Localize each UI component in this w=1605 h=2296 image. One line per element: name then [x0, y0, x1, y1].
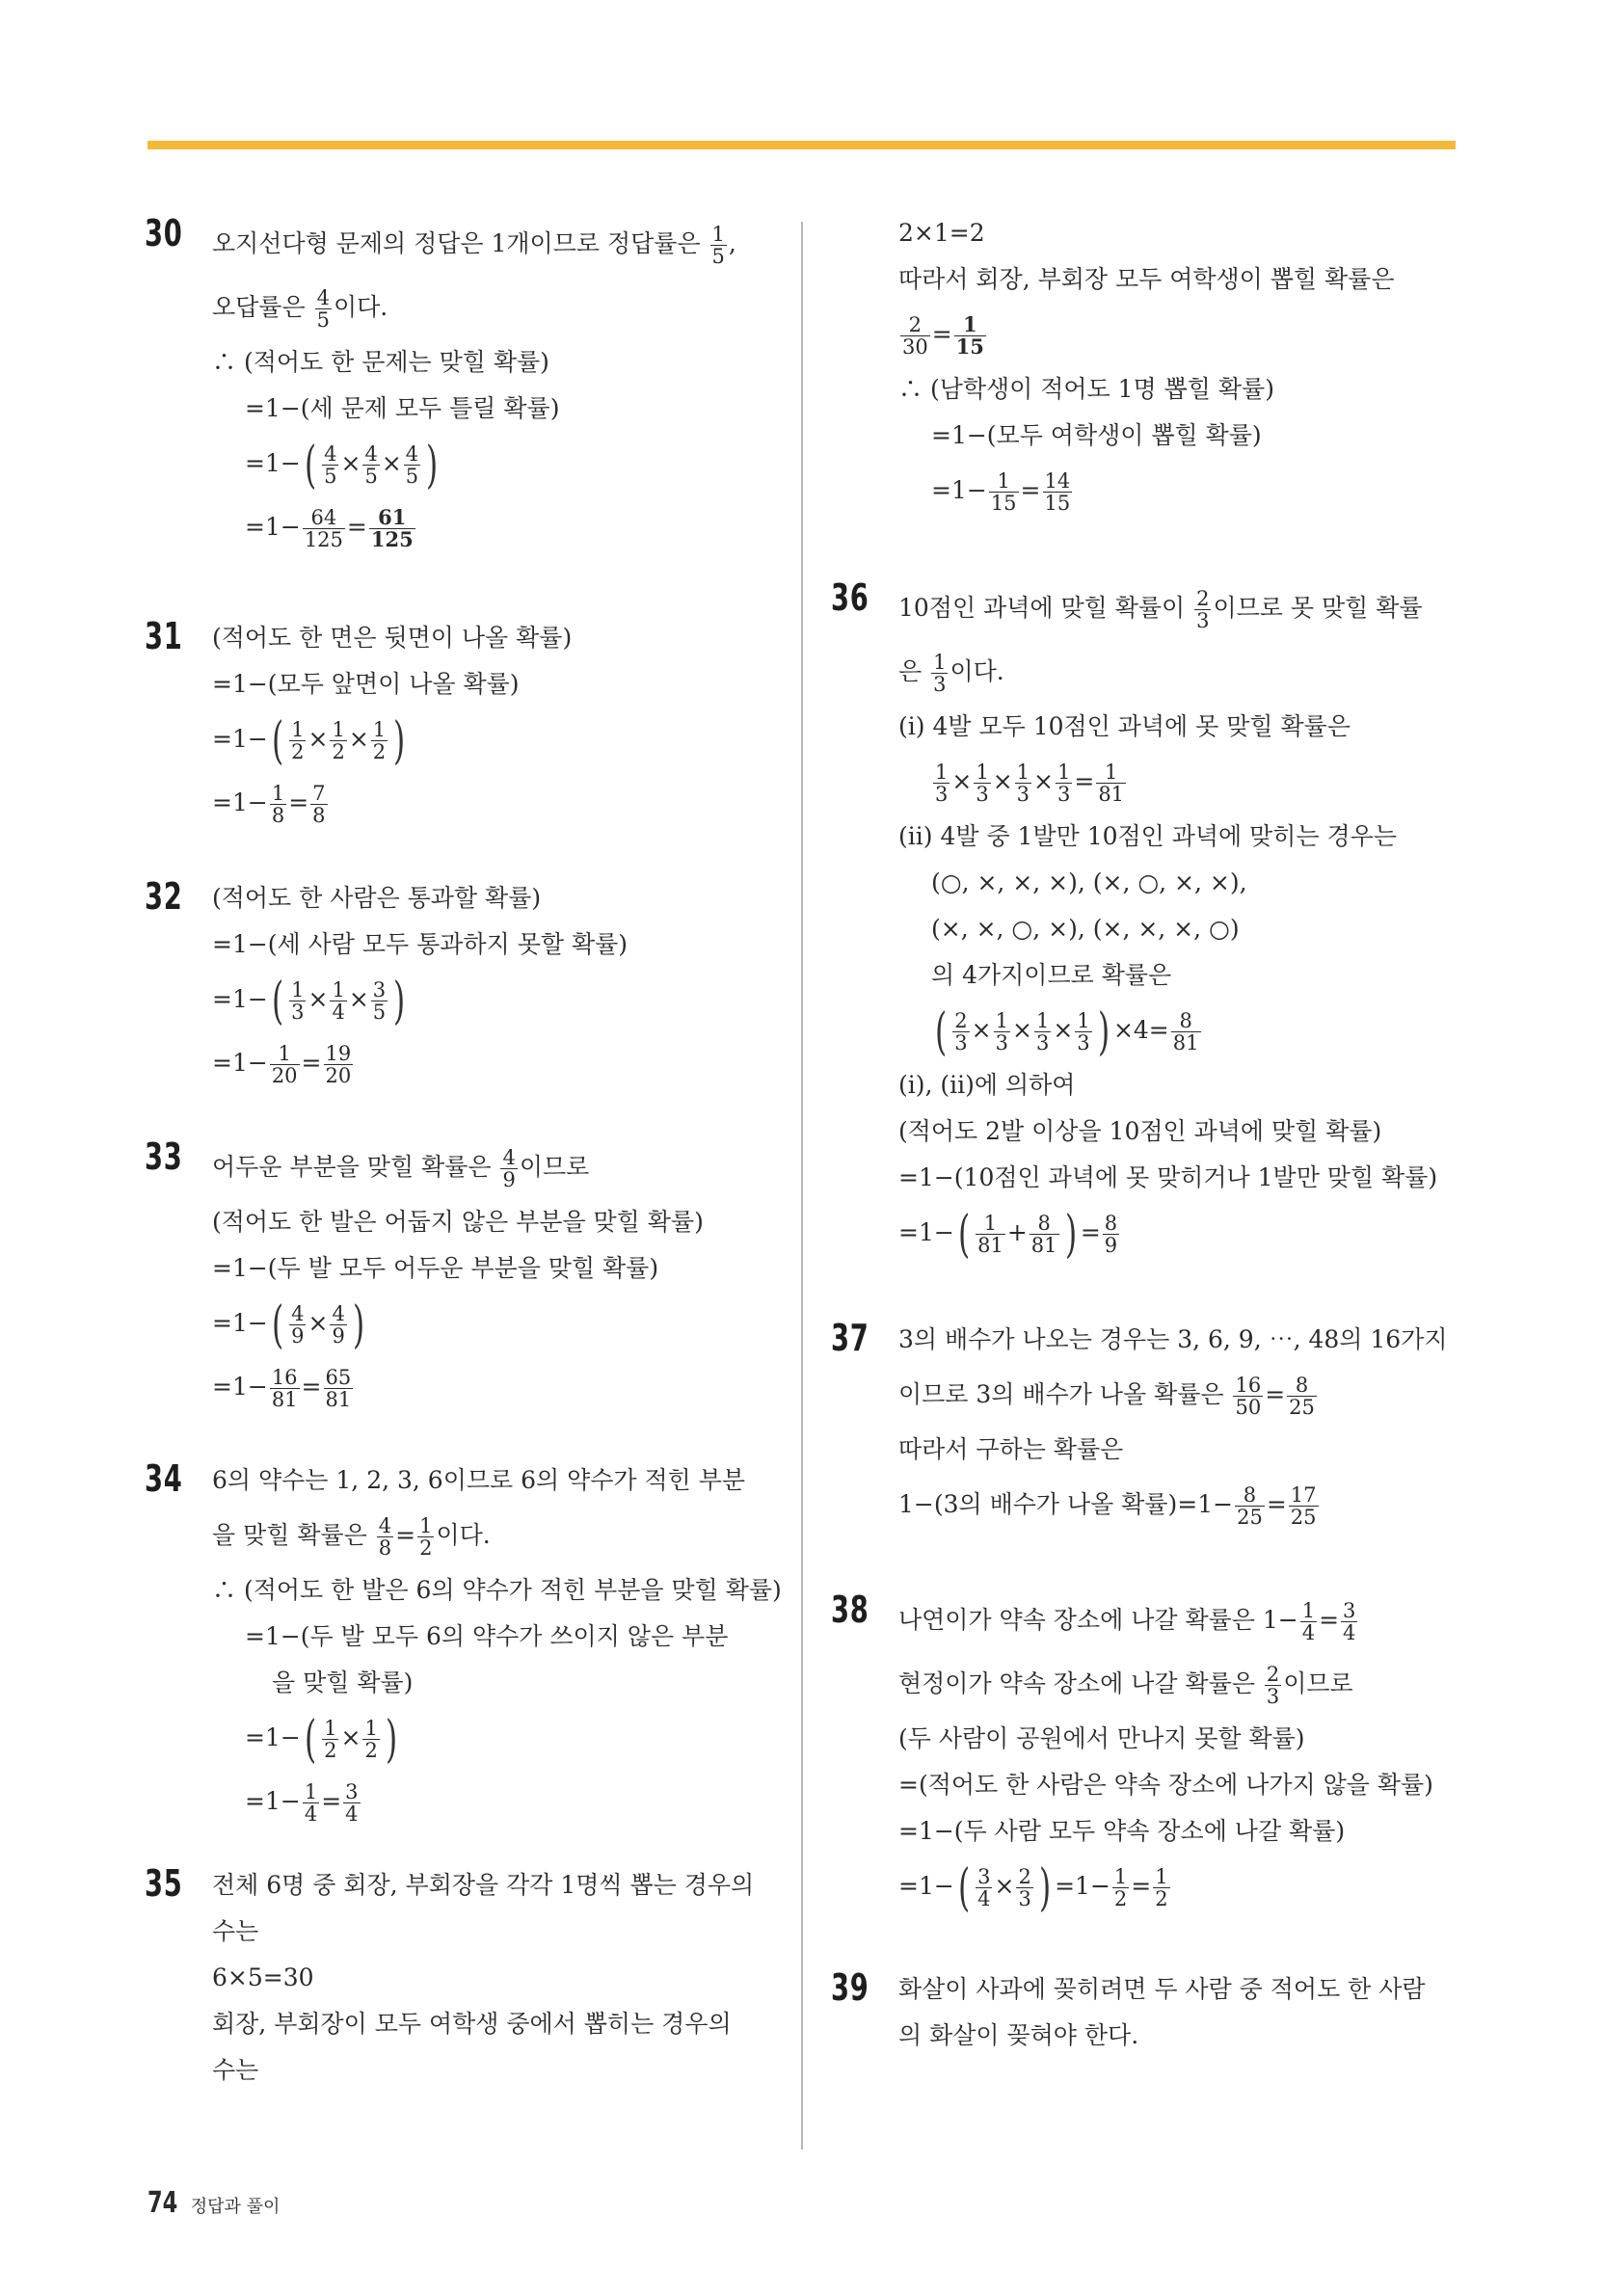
solution-line: 화살이 사과에 꽂히려면 두 사람 중 적어도 한 사람: [898, 1975, 1426, 2003]
solution-line: =1−(두 사람 모두 약속 장소에 나갈 확률): [898, 1817, 1346, 1845]
problem-number: 34: [145, 1457, 183, 1500]
solution-line: ( $\frac{2}{3}$ × $\frac{1}{3}$ × $\frac{1}{3}$ × $\frac{1}{3}$ ) ×4= $\frac{8}{81}$: [935, 1002, 1199, 1061]
header-accent-bar: [147, 141, 1456, 149]
solution-line: =1−(두 발 모두 어두운 부분을 맞힐 확률): [212, 1254, 659, 1282]
solution-line: (○, ×, ×, ×), (×, ○, ×, ×),: [931, 868, 1247, 896]
problem-number: 37: [831, 1317, 869, 1359]
solution-line: 오지선다형 문제의 정답은 1개이므로 정답률은 $\frac{1}{5}$ ,: [212, 222, 736, 268]
problem-35-continued: [831, 210, 1467, 522]
solution-line: =1−( $\frac{4}{5}$ × $\frac{4}{5}$ × $\frac{4}{5}$ ): [245, 436, 439, 494]
problem-38: [831, 1589, 1467, 1918]
problem-32: [145, 875, 771, 1095]
left-column: [145, 212, 782, 2094]
solution-line: =1−(세 문제 모두 틀릴 확률): [245, 394, 560, 422]
solution-line: 오답률은 $\frac{4}{5}$ 이다.: [212, 285, 388, 332]
solution-line: =1−( $\frac{1}{2}$ × $\frac{1}{2}$ × $\frac{1}{2}$ ): [212, 711, 406, 770]
solution-line: =1−( $\frac{3}{4}$ × $\frac{2}{3}$ ) =1− $\frac{1}{2}$ = $\frac{1}{2}$: [898, 1858, 1168, 1917]
solution-line: =1− $\frac{16}{81}$ = $\frac{65}{81}$: [212, 1365, 352, 1411]
solution-line: =1− $\frac{1}{20}$ = $\frac{19}{20}$: [212, 1041, 352, 1087]
problem-36: [831, 576, 1467, 1265]
solution-line: =1−( $\frac{1}{81}$ + $\frac{8}{81}$ ) = $\frac{8}{9}$: [898, 1205, 1118, 1264]
solution-line: 3의 배수가 나오는 경우는 3, 6, 9, ⋯, 48의 16가지: [898, 1325, 1448, 1353]
solution-line: =1−( $\frac{1}{2}$ × $\frac{1}{2}$ ): [245, 1710, 398, 1769]
problem-39: [831, 1966, 1467, 2059]
problem-number: 36: [831, 576, 869, 619]
solution-line: =1− $\frac{1}{8}$ = $\frac{7}{8}$: [212, 781, 326, 827]
solution-line: =1−( $\frac{4}{9}$ × $\frac{4}{9}$ ): [212, 1295, 365, 1354]
page-number: 74: [147, 2186, 178, 2220]
solution-line: =(적어도 한 사람은 약속 장소에 나가지 않을 확률): [898, 1771, 1433, 1799]
solution-line: =1− $\frac{1}{15}$ = $\frac{14}{15}$: [931, 468, 1071, 515]
solution-line: 2×1=2: [898, 219, 985, 247]
solution-line: (적어도 한 사람은 통과할 확률): [212, 884, 542, 912]
solution-line: ∴ (적어도 한 문제는 맞힐 확률): [212, 348, 549, 376]
right-column: [831, 210, 1467, 2059]
solution-line: 10점인 과녁에 맞힐 확률이 $\frac{2}{3}$ 이므로 못 맞힐 확률: [898, 586, 1423, 632]
solution-line: (i), (ii)에 의하여: [898, 1071, 1076, 1099]
solution-line: (적어도 2발 이상을 10점인 과녁에 맞힐 확률): [898, 1117, 1382, 1145]
solution-line: ∴ (남학생이 적어도 1명 뽑힐 확률): [898, 375, 1274, 403]
solution-line: 전체 6명 중 회장, 부회장을 각각 1명씩 뽑는 경우의: [212, 1871, 755, 1899]
problem-number: 33: [145, 1135, 183, 1178]
fraction: $\frac{4}{5}$: [316, 285, 330, 332]
solution-line: =1−(모두 여학생이 뽑힐 확률): [931, 421, 1262, 449]
solution-line: =1− $\frac{64}{125}$ = $\frac{61}{125}$: [245, 504, 414, 551]
solution-line: =1−(10점인 과녁에 못 맞히거나 1발만 맞힐 확률): [898, 1163, 1438, 1191]
problem-31: [145, 615, 771, 835]
solution-line: ∴ (적어도 한 발은 6의 약수가 적힌 부분을 맞힐 확률): [212, 1576, 782, 1604]
solution-line: 이므로 3의 배수가 나올 확률은 $\frac{16}{50}$ = $\frac{8}{25}$: [898, 1373, 1315, 1419]
problem-number: 38: [831, 1589, 869, 1631]
solution-line: 을 맞힐 확률): [272, 1669, 414, 1696]
section-label: 정답과 풀이: [190, 2197, 281, 2217]
fraction: $\frac{1}{5}$: [711, 222, 725, 268]
solution-line: 따라서 구하는 확률은: [898, 1435, 1124, 1463]
solution-line: 6×5=30: [212, 1963, 314, 1991]
problem-number: 30: [145, 212, 183, 254]
problem-37: [831, 1317, 1467, 1536]
page-footer: [147, 2186, 280, 2220]
problem-35: [145, 1862, 771, 2094]
solution-line: 회장, 부회장이 모두 여학생 중에서 뽑히는 경우의: [212, 2010, 732, 2038]
solution-line: 을 맞힐 확률은 $\frac{4}{8}$ = $\frac{1}{2}$ 이다.: [212, 1513, 491, 1560]
problem-number: 39: [831, 1966, 869, 2009]
solution-line: =1−(모두 앞면이 나올 확률): [212, 670, 520, 698]
problem-30: [145, 212, 771, 559]
solution-line: (i) 4발 모두 10점인 과녁에 못 맞힐 확률은: [898, 712, 1351, 740]
solution-line: 어두운 부분을 맞힐 확률은 $\frac{4}{9}$ 이므로: [212, 1145, 590, 1191]
problem-number: 31: [145, 615, 183, 657]
solution-line: 의 화살이 꽂혀야 한다.: [898, 2021, 1139, 2049]
solution-line: (ii) 4발 중 1발만 10점인 과녁에 맞히는 경우는: [898, 822, 1397, 850]
solution-line: 6의 약수는 1, 2, 3, 6이므로 6의 약수가 적힌 부분: [212, 1466, 746, 1494]
column-divider: [801, 222, 803, 2149]
solution-line: =1−(두 발 모두 6의 약수가 쓰이지 않은 부분: [245, 1622, 729, 1650]
problem-33: [145, 1135, 771, 1419]
solution-line: =1−( $\frac{1}{3}$ × $\frac{1}{4}$ × $\frac{3}{5}$ ): [212, 972, 406, 1030]
solution-line: 수는: [212, 2056, 259, 2084]
solution-line: 의 4가지이므로 확률은: [931, 961, 1172, 989]
solution-line: 수는: [212, 1917, 259, 1945]
solution-line: =1− $\frac{1}{4}$ = $\frac{3}{4}$: [245, 1779, 359, 1826]
answer-fraction: $\frac{61}{125}$: [370, 504, 414, 551]
solution-line: 따라서 회장, 부회장 모두 여학생이 뽑힐 확률은: [898, 265, 1395, 293]
solution-line: (두 사람이 공원에서 만나지 못할 확률): [898, 1724, 1305, 1752]
solution-line: (적어도 한 면은 뒷면이 나올 확률): [212, 624, 573, 652]
solution-line: (적어도 한 발은 어둡지 않은 부분을 맞힐 확률): [212, 1208, 704, 1236]
solution-line: 현정이가 약속 장소에 나갈 확률은 $\frac{2}{3}$ 이므로: [898, 1662, 1353, 1708]
solution-line: (×, ×, ○, ×), (×, ×, ×, ○): [931, 915, 1240, 943]
solution-line: $\frac{2}{30}$ = $\frac{1}{15}$: [902, 311, 984, 359]
problem-number: 32: [145, 875, 183, 918]
solution-line: 나연이가 약속 장소에 나갈 확률은 1− $\frac{1}{4}$ = $\frac{3}{4}$: [898, 1598, 1356, 1644]
solution-line: $\frac{1}{3}$ × $\frac{1}{3}$ × $\frac{1}{3}$ × $\frac{1}{3}$ = $\frac{1}{81}$: [935, 760, 1125, 806]
solution-line: 1−(3의 배수가 나올 확률)=1− $\frac{8}{25}$ = $\frac{17}{25}$: [898, 1482, 1317, 1529]
problem-number: 35: [145, 1862, 183, 1905]
problem-34: [145, 1457, 782, 1833]
solution-line: =1−(세 사람 모두 통과하지 못할 확률): [212, 930, 628, 958]
solution-line: 은 $\frac{1}{3}$ 이다.: [898, 650, 1004, 696]
